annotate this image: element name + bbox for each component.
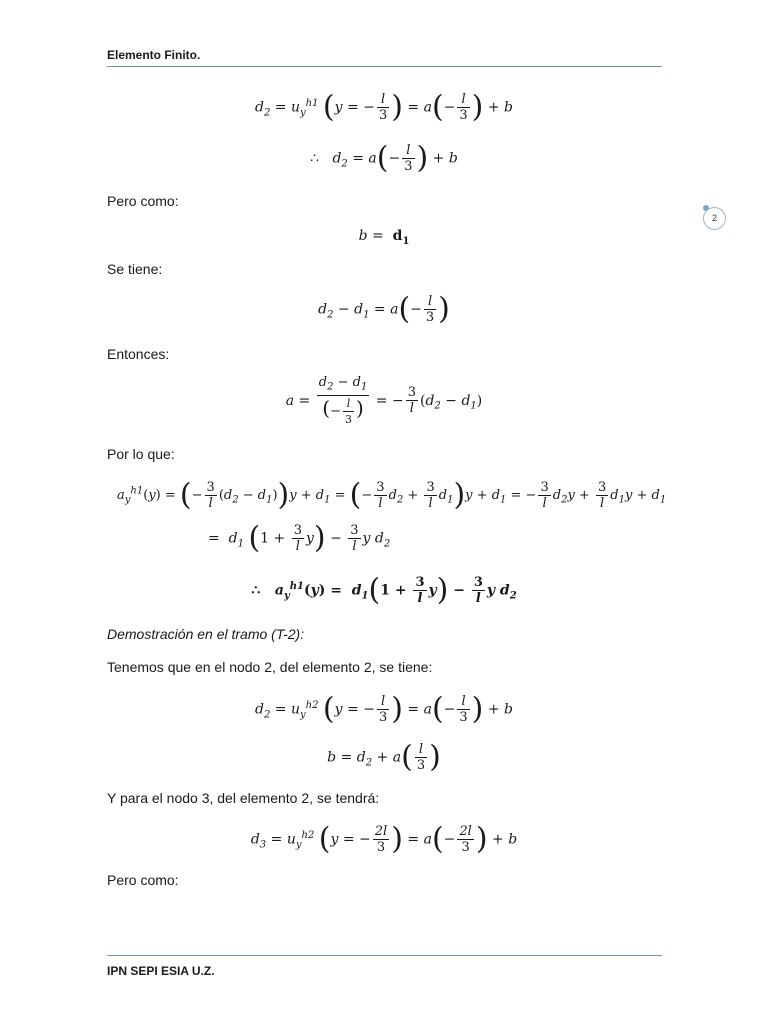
equation-ay-expansion: $a_y^{h1}(y)$ = (− $\frac{3}{l}$ $(d_2 - d_1))y + d_1$ = (− $\frac{3}{l}$ $d_2$ + $\frac{3}{l}$ $d_1)y + d_1$ = − $\frac{3}{l}$ $d_2y$ + $\frac{3}{l}$ $d_1y + d_1$ [117,477,667,513]
equation-b-d1: $b = d_1$ [358,228,410,247]
paragraph-por-lo-que: Por lo que: [107,446,175,462]
paragraph-entonces: Entonces: [107,346,170,362]
page-number: 2 [703,207,726,230]
equation-ay-simplified: = $d_1$ (1 + $\frac{3}{l}$ y) − $\frac{3}{l}$ y $d_2$ [208,520,391,556]
equation-d2-minus-d1: $d_2 - d_1 = a(-$ $\frac{l}{3}$ ) [318,291,450,327]
paragraph-pero-como: Pero como: [107,193,179,209]
paragraph-y-para: Y para el nodo 3, del elemento 2, se tendrá: [107,790,380,806]
footer-text: IPN SEPI ESIA U.Z. [107,964,215,978]
equation-b-value: $b = d_2 + a$( $\frac{l}{3}$ ) [327,739,441,775]
footer-rule [107,955,662,956]
equation-d3-uy2: $d_3 = u_y^{h2}$ (y = − $\frac{2l}{3}$ ) = a(− $\frac{2l}{3}$ ) + b [250,821,518,857]
header-title: Elemento Finito. [107,48,201,62]
equation-ay-result: ∴ $a_y^{h1}(y) = d_1(1$ + $\frac{3}{l}$ y) − $\frac{3}{l}$ y $d_2$ [251,572,517,608]
paragraph-se-tiene: Se tiene: [107,261,163,277]
equation-d2-uy1: $d_2 = u_y^{h1}$ (y = − $\frac{l}{3}$ ) = a(− $\frac{l}{3}$ ) + b [254,89,513,125]
header-rule [107,66,662,67]
paragraph-tenemos: Tenemos que en el nodo 2, del elemento 2, se tiene: [107,659,433,675]
equation-therefore-d2: ∴ $d_2 = a(-$ $\frac{l}{3}$ ) + b [310,140,458,176]
equation-a-value: a = $d_2 - d_1$ (− $\frac{l}{3}$ ) = − $\frac{3}{l}$ $(d_2 - d_1)$ [285,375,483,426]
paragraph-pero-como-2: Pero como: [107,872,179,888]
equation-d2-uy2: $d_2 = u_y^{h2}$ (y = − $\frac{l}{3}$ ) = a(− $\frac{l}{3}$ ) + b [254,691,513,727]
paragraph-demostracion: Demostración en el tramo (T-2): [107,626,305,642]
